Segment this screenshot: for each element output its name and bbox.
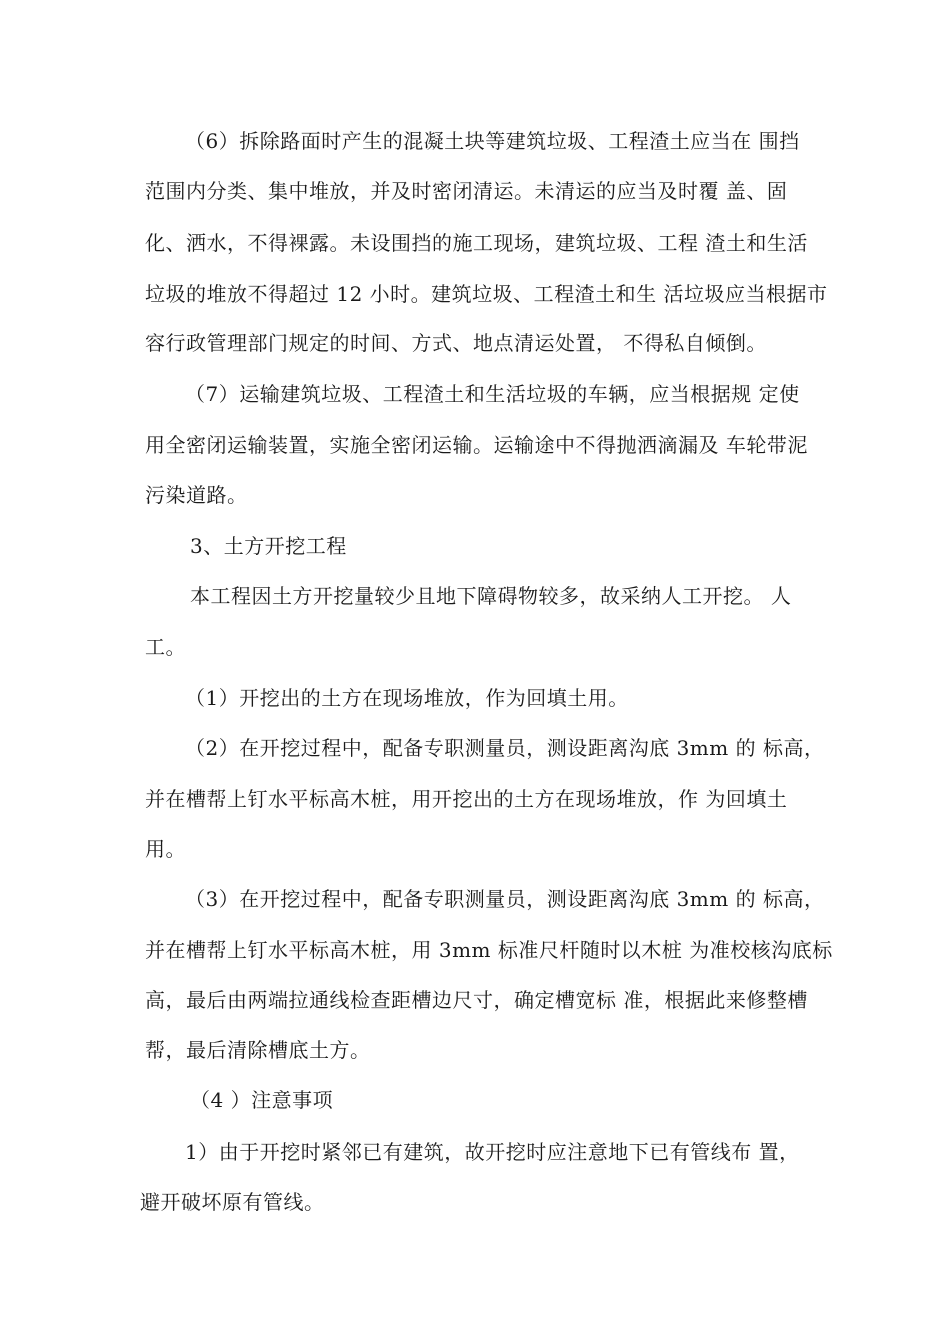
text-line: 本工程因土方开挖量较少且地下障碍物较多，故采纳人工开挖。 人 xyxy=(190,584,792,608)
text-line: （2）在开挖过程中，配备专职测量员，测设距离沟底 3mm 的 标高， xyxy=(185,736,825,760)
text-line: 避开破坏原有管线。 xyxy=(140,1190,325,1214)
text-line: 污染道路。 xyxy=(145,483,248,507)
text-line: 化、洒水，不得裸露。未设围挡的施工现场，建筑垃圾、工程 渣土和生活 xyxy=(145,231,808,255)
text-line: （7）运输建筑垃圾、工程渣土和生活垃圾的车辆，应当根据规 定使 xyxy=(185,382,800,406)
text-line: 工。 xyxy=(145,635,186,659)
text-line: （4 ）注意事项 xyxy=(190,1088,334,1112)
text-line: 高，最后由两端拉通线检查距槽边尺寸，确定槽宽标 准，根据此来修整槽 xyxy=(145,988,808,1012)
text-line: （6）拆除路面时产生的混凝土块等建筑垃圾、工程渣土应当在 围挡 xyxy=(185,129,800,153)
text-line: 用。 xyxy=(145,837,186,861)
text-line: 并在槽帮上钉水平标高木桩，用开挖出的土方在现场堆放，作 为回填土 xyxy=(145,787,788,811)
text-line: 垃圾的堆放不得超过 12 小时。建筑垃圾、工程渣土和生 活垃圾应当根据市 xyxy=(145,282,828,306)
text-line: 帮，最后清除槽底土方。 xyxy=(145,1038,371,1062)
text-line: （3）在开挖过程中，配备专职测量员，测设距离沟底 3mm 的 标高， xyxy=(185,887,825,911)
text-line: 1）由于开挖时紧邻已有建筑，故开挖时应注意地下已有管线布 置， xyxy=(185,1140,800,1164)
text-line: 用全密闭运输装置，实施全密闭运输。运输途中不得抛洒滴漏及 车轮带泥 xyxy=(145,433,808,457)
text-line: 并在槽帮上钉水平标高木桩，用 3mm 标准尺杆随时以木桩 为准校核沟底标 xyxy=(145,938,833,962)
section-heading: 3、土方开挖工程 xyxy=(190,534,347,558)
text-line: 容行政管理部门规定的时间、方式、地点清运处置， 不得私自倾倒。 xyxy=(145,331,767,355)
text-line: 范围内分类、集中堆放，并及时密闭清运。未清运的应当及时覆 盖、固 xyxy=(145,179,788,203)
text-line: （1）开挖出的土方在现场堆放，作为回填土用。 xyxy=(185,686,629,710)
